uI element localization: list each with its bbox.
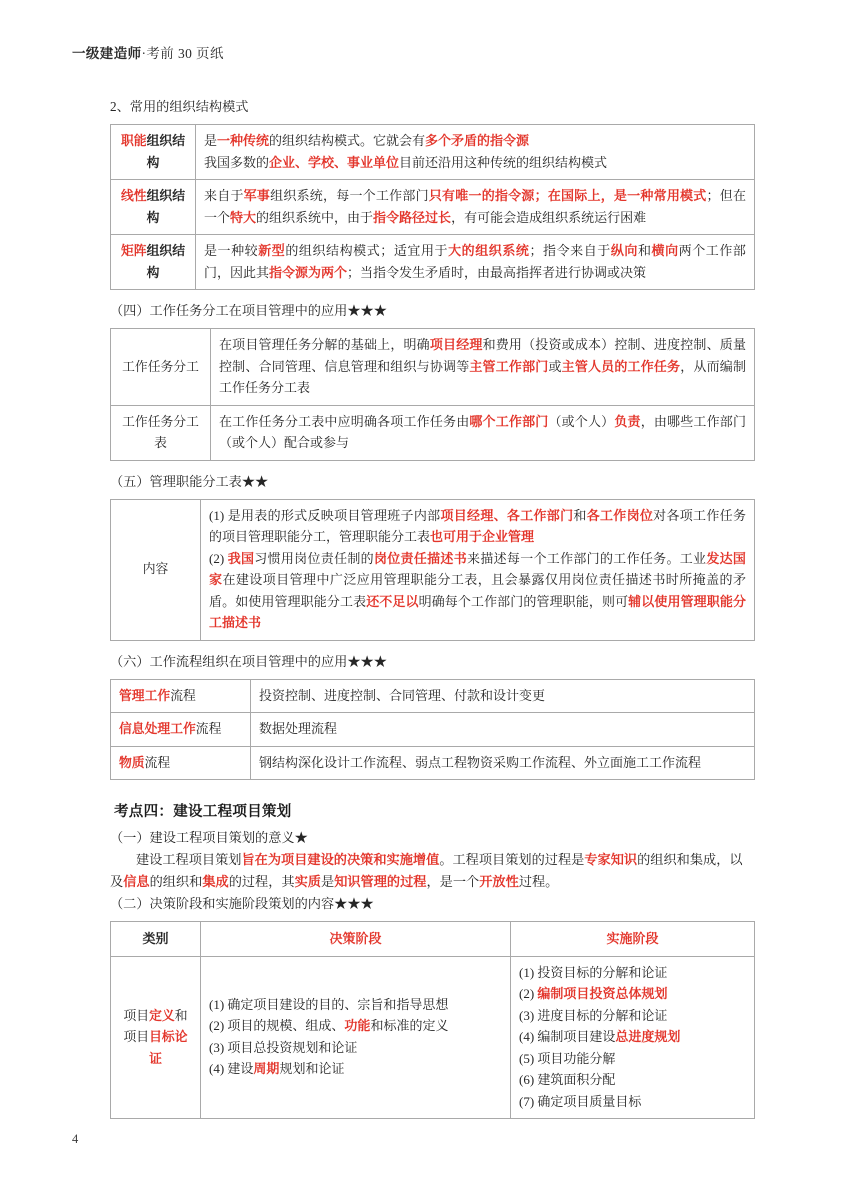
- row-label: 管理工作流程: [111, 679, 251, 713]
- document-body: [110, 96, 755, 1119]
- row-content: 数据处理流程: [251, 713, 755, 747]
- row-content: 在项目管理任务分解的基础上，明确项目经理和费用（投资或成本）控制、进度控制、质量控制、合同管理、信息管理和组织与协调等主管工作部门或主管人员的工作任务，从而编制工作任务分工表: [211, 329, 755, 406]
- table-management-function-body: [111, 499, 755, 640]
- row-content: 投资控制、进度控制、合同管理、付款和设计变更: [251, 679, 755, 713]
- section-4-title: （四）工作任务分工在项目管理中的应用★★★: [110, 303, 387, 318]
- column-header: 实施阶段: [511, 922, 755, 957]
- row-label: 工作任务分工: [111, 329, 211, 406]
- table-row: [111, 180, 755, 235]
- table-row: [111, 125, 755, 180]
- row-content: 是一种传统的组织结构模式。它就会有多个矛盾的指令源 我国多数的企业、学校、事业单位目前还沿用这种传统的组织结构模式: [196, 125, 755, 180]
- table-row: [111, 329, 755, 406]
- row-label: 内容: [111, 499, 201, 640]
- row-label: 职能组织结构: [111, 125, 196, 180]
- kaodian-4-sub1-body: 建设工程项目策划旨在为项目建设的决策和实施增值。工程项目策划的过程是专家知识的组织和集成，以及信息的组织和集成的过程，其实质是知识管理的过程，是一个开放性过程。: [110, 852, 743, 889]
- section-6-title: （六）工作流程组织在项目管理中的应用★★★: [110, 653, 387, 669]
- column-header: 类别: [111, 922, 201, 957]
- table-management-function-division: [110, 499, 755, 641]
- row-label: 矩阵组织结构: [111, 235, 196, 290]
- row-label: 物质流程: [111, 746, 251, 780]
- row-label: 信息处理工作流程: [111, 713, 251, 747]
- table-work-flow-organization: [110, 679, 755, 781]
- row-content: 是一种较新型的组织结构模式；适宜用于大的组织系统；指令来自于纵向和横向两个工作部门，因此其指令源为两个；当指令发生矛盾时，由最高指挥者进行协调或决策: [196, 235, 755, 290]
- table-row: [111, 499, 755, 640]
- kaodian-4-sub2-title: （二）决策阶段和实施阶段策划的内容★★★: [110, 896, 374, 911]
- section-2-title: 2、常用的组织结构模式: [110, 99, 249, 114]
- table-planning-head: [111, 922, 755, 957]
- table-planning-body: [111, 956, 755, 1119]
- running-header-subtitle: ·考前 30 页纸: [141, 46, 224, 61]
- column-header: 决策阶段: [201, 922, 511, 957]
- row-label: 项目定义和项目目标论证: [111, 956, 201, 1119]
- row-label: 线性组织结构: [111, 180, 196, 235]
- table-work-task-division: [110, 328, 755, 461]
- table-row: [111, 746, 755, 780]
- page-number: 4: [72, 1132, 79, 1146]
- table-org-structure-body: [111, 125, 755, 290]
- table-row: [111, 235, 755, 290]
- row-content: 在工作任务分工表中应明确各项工作任务由哪个工作部门（或个人）负责，由哪些工作部门（或个人）配合或参与: [211, 405, 755, 460]
- running-header-title: 一级建造师: [72, 46, 142, 61]
- table-row: [111, 956, 755, 1119]
- row-content: 来自于军事组织系统，每一个工作部门只有唯一的指令源；在国际上，是一种常用模式；但在一个特大的组织系统中，由于指令路径过长，有可能会造成组织系统运行困难: [196, 180, 755, 235]
- table-work-flow-body: [111, 679, 755, 780]
- table-work-task-body: [111, 329, 755, 461]
- implementation-stage-list: (1) 投资目标的分解和论证 (2) 编制项目投资总体规划 (3) 进度目标的分解和论证 (4) 编制项目建设总进度规划 (5) 项目功能分解 (6) 建筑面积分配 (7) 确定项目质量目标: [511, 956, 755, 1119]
- row-label: 工作任务分工表: [111, 405, 211, 460]
- kaodian-4-sub1-title: （一）建设工程项目策划的意义★: [110, 830, 308, 845]
- table-row: [111, 405, 755, 460]
- table-row: [111, 713, 755, 747]
- section-5-title: （五）管理职能分工表★★: [110, 473, 269, 489]
- table-header-row: [111, 922, 755, 957]
- running-header: [72, 42, 224, 62]
- row-content: 钢结构深化设计工作流程、弱点工程物资采购工作流程、外立面施工工作流程: [251, 746, 755, 780]
- row-content: (1) 是用表的形式反映项目管理班子内部项目经理、各工作部门和各工作岗位对各项工作任务的项目管理职能分工，管理职能分工表也可用于企业管理 (2) 我国习惯用岗位责任制的岗位责任描述书来描述每一个工作部门的工作任务。工业发达国家在建设项目管理中广泛应用管理职能分工表，且会暴露仅用岗位责任描述书时所掩盖的矛盾。如使用管理职能分工表还不足以明确每个工作部门的管理职能，则可辅以使用管理职能分工描述书: [201, 499, 755, 640]
- table-planning-stages: [110, 921, 755, 1119]
- table-org-structure-modes: [110, 124, 755, 290]
- kaodian-4-heading: 考点四：建设工程项目策划: [114, 804, 292, 820]
- table-row: [111, 679, 755, 713]
- decision-stage-list: (1) 确定项目建设的目的、宗旨和指导思想 (2) 项目的规模、组成、功能和标准的定义 (3) 项目总投资规划和论证 (4) 建设周期规划和论证: [201, 956, 511, 1119]
